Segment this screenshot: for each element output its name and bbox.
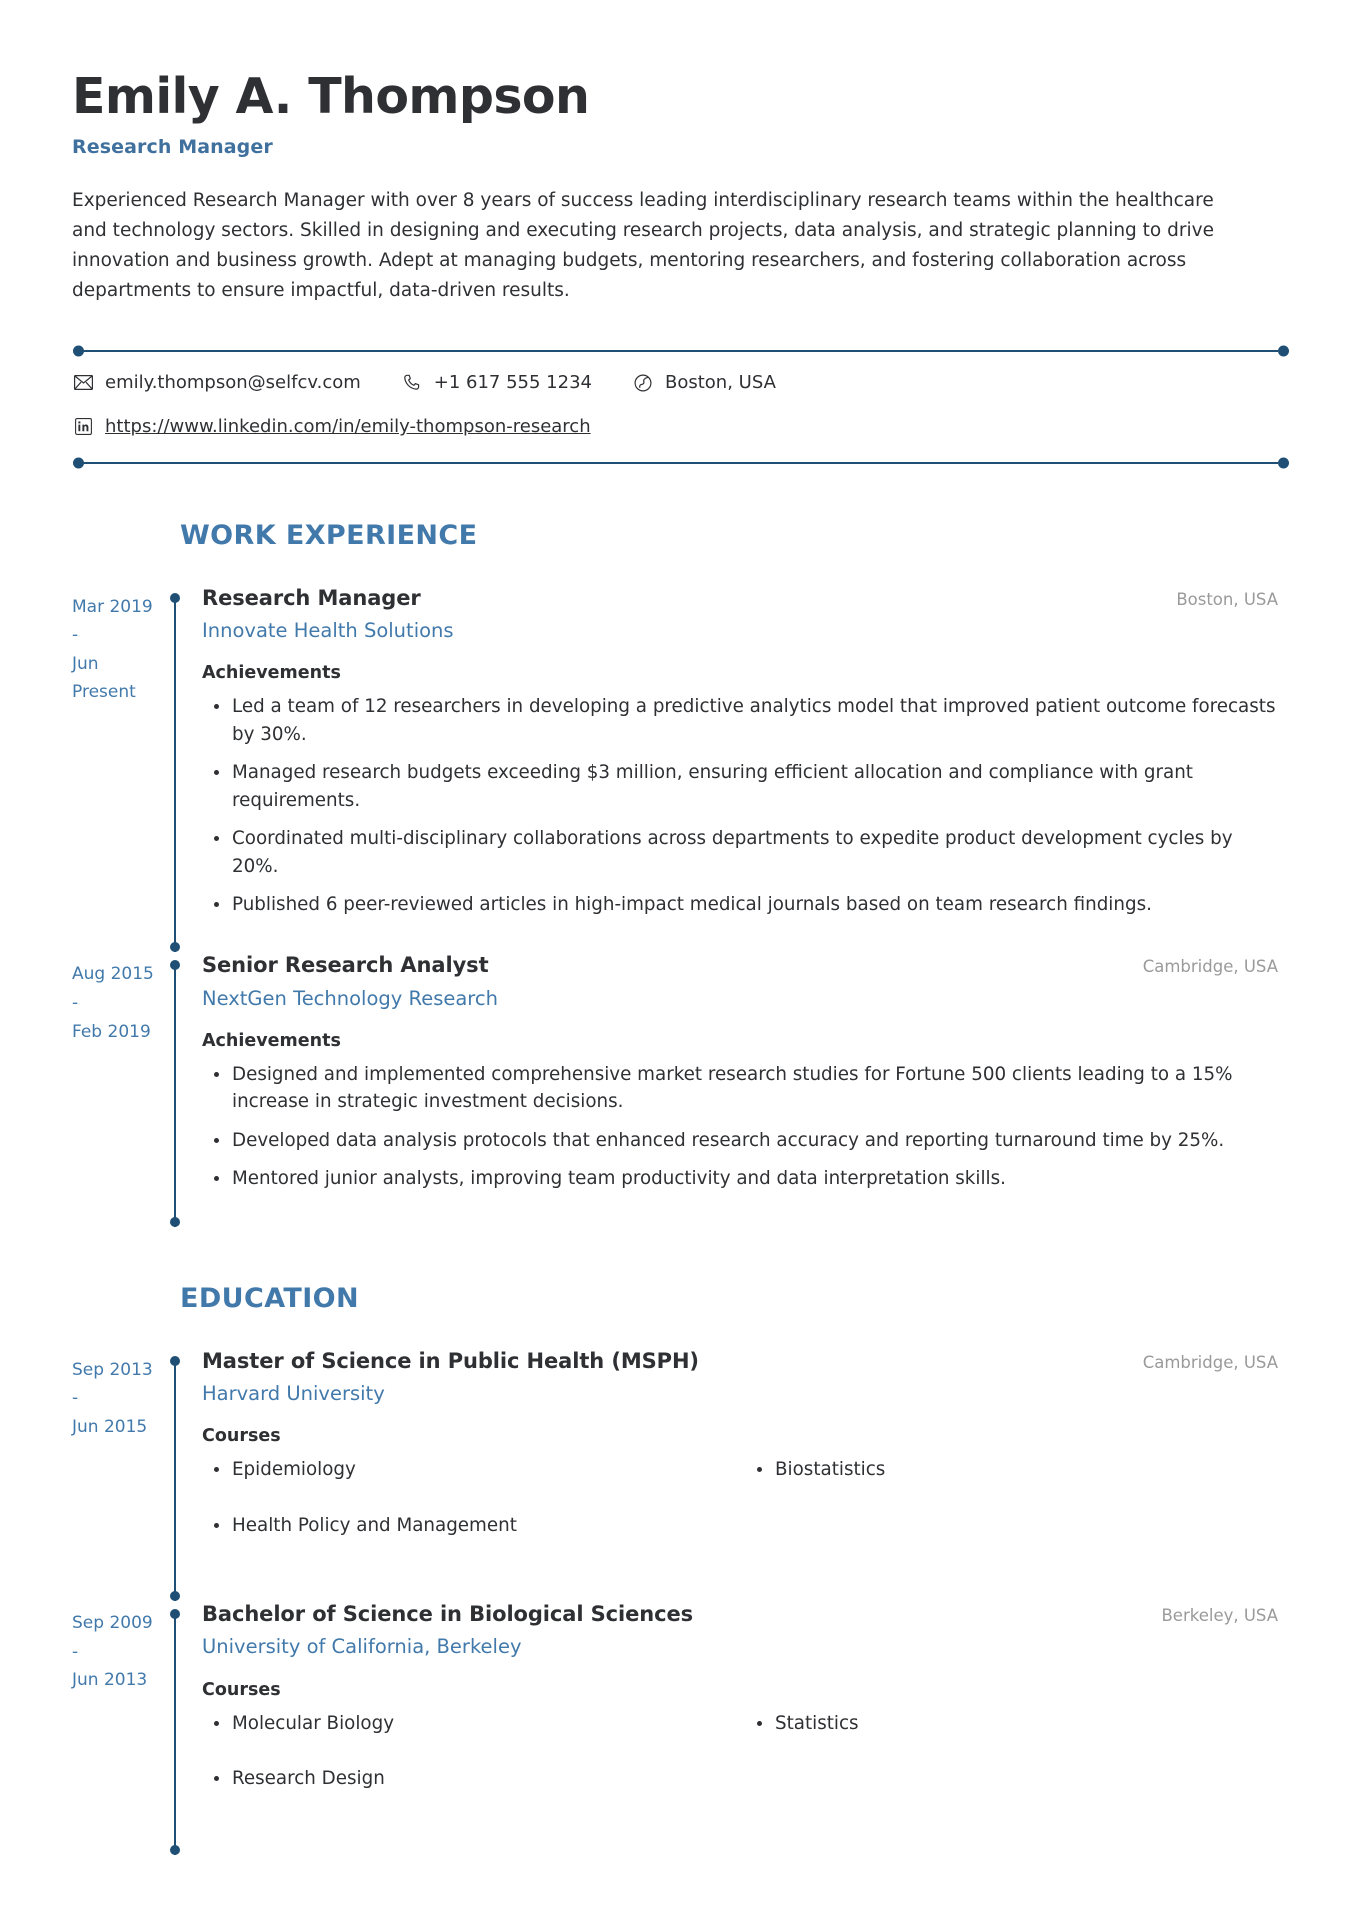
timeline-line	[174, 1360, 176, 1601]
work-entry-achievements	[202, 693, 1278, 918]
contact-row-secondary	[72, 416, 1278, 438]
list-item: Managed research budgets exceeding $3 million, ensuring efficient allocation and compliance with grant requirements.	[202, 759, 1278, 814]
list-item: Mentored junior analysts, improving team productivity and data interpretation skills.	[202, 1165, 1278, 1192]
candidate-name: Emily A. Thompson	[72, 68, 590, 125]
work-entry-head	[202, 585, 1278, 611]
section-title-work-experience: WORK EXPERIENCE	[180, 519, 478, 551]
date-start: Sep 2013	[72, 1359, 153, 1380]
work-entry-dates	[72, 952, 168, 1226]
education-entry-dates	[72, 1348, 168, 1601]
date-end-line2: Present	[72, 682, 136, 703]
contact-phone-text: +1 617 555 1234	[433, 372, 592, 394]
contact-email[interactable]	[72, 372, 361, 394]
work-entry-role: Senior Research Analyst	[202, 953, 489, 978]
resume-header	[72, 70, 1278, 306]
list-item: Led a team of 12 researchers in developing a predictive analytics model that improved patient outcome forecasts by 30%.	[202, 693, 1278, 748]
education-entry-degree: Bachelor of Science in Biological Sciences	[202, 1602, 693, 1627]
education-entry-location: Berkeley, USA	[1161, 1606, 1278, 1626]
list-item: Epidemiology	[202, 1456, 735, 1483]
date-end-line1: Jun	[72, 653, 99, 674]
timeline-line	[174, 1613, 176, 1854]
education-entry-degree: Master of Science in Public Health (MSPH)	[202, 1348, 699, 1373]
linkedin-icon	[72, 416, 94, 438]
timeline-column	[168, 1601, 184, 1854]
education-entry-body	[184, 1601, 1278, 1854]
education-entry-head	[202, 1601, 1278, 1627]
contact-email-text: emily.thompson@selfcv.com	[105, 372, 361, 394]
work-entry-organization: Innovate Health Solutions	[202, 619, 454, 643]
education-entry-school: Harvard University	[202, 1382, 385, 1406]
timeline-dot-end-icon	[170, 942, 180, 952]
work-entry-dates	[72, 585, 168, 953]
list-item: Statistics	[745, 1710, 1278, 1737]
professional-summary: Experienced Research Manager with over 8 years of success leading interdisciplinary research teams within the healthcare and technology sectors. Skilled in designing and executing research projects, data analysis, and strategic planning to drive innovation and business growth. Adept at managing budgets, mentoring researchers, and fostering collaboration across departments to ensure impactful, data-driven results.	[72, 189, 1214, 301]
list-item: Developed data analysis protocols that enhanced research accuracy and reporting turnaround time by 25%.	[202, 1127, 1278, 1154]
education-entry-school: University of California, Berkeley	[202, 1635, 522, 1659]
timeline-column	[168, 585, 184, 953]
work-entry-body	[184, 585, 1278, 953]
work-entry	[72, 585, 1278, 953]
section-work-experience	[72, 520, 1278, 1227]
education-entry-sublabel: Courses	[202, 1426, 281, 1447]
contact-phone[interactable]	[401, 372, 592, 394]
list-item: Molecular Biology	[202, 1710, 735, 1737]
list-item: Research Design	[202, 1765, 735, 1792]
date-dash: -	[72, 1641, 79, 1662]
phone-icon	[401, 372, 423, 394]
date-dash: -	[72, 625, 79, 646]
timeline-line	[174, 964, 176, 1226]
envelope-icon	[72, 372, 94, 394]
education-entry-dates	[72, 1601, 168, 1854]
education-entry-sublabel: Courses	[202, 1679, 281, 1700]
list-item: Coordinated multi-disciplinary collaborations across departments to expedite product development cycles by 20%.	[202, 825, 1278, 880]
date-start: Sep 2009	[72, 1613, 153, 1634]
contact-block	[72, 352, 1278, 438]
date-start: Mar 2019	[72, 596, 153, 617]
work-entry-body	[184, 952, 1278, 1226]
work-entry-sublabel: Achievements	[202, 663, 341, 684]
list-item: Biostatistics	[745, 1456, 1278, 1483]
timeline-column	[168, 952, 184, 1226]
contact-divider-top	[84, 350, 1278, 352]
date-dash: -	[72, 992, 79, 1013]
contact-location-text: Boston, USA	[665, 372, 776, 394]
work-entry-location: Boston, USA	[1176, 589, 1278, 609]
education-entry	[72, 1601, 1278, 1854]
work-entry-location: Cambridge, USA	[1142, 957, 1278, 977]
education-entry-body	[184, 1348, 1278, 1601]
work-entry-organization: NextGen Technology Research	[202, 986, 498, 1010]
contact-location	[632, 372, 776, 394]
work-entry-sublabel: Achievements	[202, 1031, 341, 1052]
timeline-dot-end-icon	[170, 1217, 180, 1227]
date-dash: -	[72, 1388, 79, 1409]
contact-linkedin-text[interactable]: https://www.linkedin.com/in/emily-thompson-research	[105, 416, 591, 438]
education-entry-location: Cambridge, USA	[1142, 1352, 1278, 1372]
candidate-job-title: Research Manager	[72, 135, 273, 158]
date-start: Aug 2015	[72, 964, 154, 985]
timeline-line	[174, 597, 176, 953]
section-education	[72, 1283, 1278, 1855]
education-entry-courses	[202, 1456, 1278, 1567]
work-entry-head	[202, 952, 1278, 978]
timeline-dot-end-icon	[170, 1591, 180, 1601]
education-entry	[72, 1348, 1278, 1601]
location-globe-icon	[632, 372, 654, 394]
date-end-line1: Jun 2013	[72, 1670, 148, 1691]
work-entry-role: Research Manager	[202, 585, 421, 610]
contact-linkedin[interactable]	[72, 416, 591, 438]
timeline-dot-end-icon	[170, 1845, 180, 1855]
education-entry-courses	[202, 1710, 1278, 1821]
contact-row-primary	[72, 372, 1278, 394]
list-item: Designed and implemented comprehensive market research studies for Fortune 500 clients leading to a 15% increase in strategic investment decisions.	[202, 1061, 1278, 1116]
date-end-line1: Feb 2019	[72, 1021, 151, 1042]
list-item: Health Policy and Management	[202, 1512, 735, 1539]
education-entry-head	[202, 1348, 1278, 1374]
contact-divider-bottom	[84, 462, 1278, 464]
timeline-column	[168, 1348, 184, 1601]
work-entry	[72, 952, 1278, 1226]
work-entry-achievements	[202, 1061, 1278, 1193]
list-item: Published 6 peer-reviewed articles in high-impact medical journals based on team research findings.	[202, 891, 1278, 918]
section-title-education: EDUCATION	[180, 1282, 360, 1314]
date-end-line1: Jun 2015	[72, 1416, 148, 1437]
